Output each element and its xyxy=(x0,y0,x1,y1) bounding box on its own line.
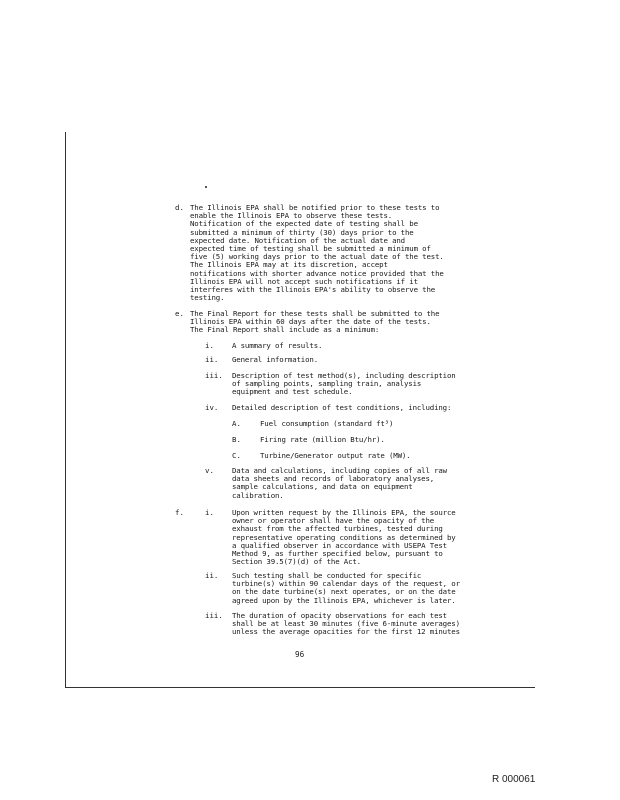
e-item-iv-text xyxy=(232,404,451,412)
para-d-line: testing. xyxy=(190,293,225,303)
para-e-line: The Final Report shall include as a minimum: xyxy=(190,325,380,335)
para-e-text xyxy=(190,310,439,335)
f-item-line: unless the average opacities for the first 12 minutes xyxy=(232,627,460,637)
subitem-a-text: Fuel consumption (standard ft³) xyxy=(260,419,394,428)
e-item-ii-marker: ii. xyxy=(205,355,219,364)
e-item-line: Data and calculations, including copies of all raw xyxy=(232,466,447,475)
e-item-iv-marker: iv. xyxy=(205,403,219,412)
subitem-c-text: Turbine/Generator output rate (MW). xyxy=(260,451,411,460)
f-item-line: on the date turbine(s) next operates, or on the date xyxy=(232,587,456,597)
para-d-line: The Illinois EPA shall be notified prior to these tests to xyxy=(190,203,440,212)
e-item-i-marker: i. xyxy=(205,341,214,350)
f-item-line: a qualified observer in accordance with USEPA Test xyxy=(232,540,447,550)
f-item-line: The duration of opacity observations for each test xyxy=(232,611,447,620)
e-item-line: data sheets and records of laboratory analyses, xyxy=(232,474,435,484)
f-item-line: exhaust from the affected turbines, tested during xyxy=(232,524,443,534)
bottom-margin-rule xyxy=(65,687,535,688)
f-item-line: Such testing shall be conducted for specific xyxy=(232,571,422,580)
f-item-line: agreed upon by the Illinois EPA, whichever is later. xyxy=(232,595,456,605)
para-d-line: notifications with shorter advance notice provided that the xyxy=(190,268,444,278)
e-item-line: Description of test method(s), including description xyxy=(232,371,456,380)
e-item-line: equipment and test schedule. xyxy=(232,387,353,397)
subitem-c-marker: C. xyxy=(232,451,241,460)
f-item-iii-marker: iii. xyxy=(205,611,223,620)
para-d-line: Notification of the expected date of testing shall be xyxy=(190,219,418,229)
para-d-line: submitted a minimum of thirty (30) days prior to the xyxy=(190,227,414,237)
e-item-line: General information. xyxy=(232,355,318,364)
e-item-i-text xyxy=(232,342,322,350)
para-d-line: interferes with the Illinois EPA's ability to observe the xyxy=(190,285,436,295)
f-item-line: Method 9, as further specified below, pursuant to xyxy=(232,549,443,559)
f-item-line: Section 39.5(7)(d) of the Act. xyxy=(232,557,361,567)
para-d-line: five (5) working days prior to the actual date of the test. xyxy=(190,252,444,262)
e-item-iii-text xyxy=(232,372,456,397)
e-item-line: sample calculations, and data on equipment xyxy=(232,482,413,492)
e-item-line: Detailed description of test conditions, including: xyxy=(232,403,452,412)
f-item-line: Upon written request by the Illinois EPA, the source xyxy=(232,508,456,517)
bates-number: R 000061 xyxy=(492,774,536,785)
e-item-v-marker: v. xyxy=(205,466,214,475)
scan-speck xyxy=(205,186,207,188)
page-number: 96 xyxy=(295,650,305,659)
f-item-ii-text xyxy=(232,572,460,605)
para-f-marker: f. xyxy=(175,508,184,517)
e-item-iii-marker: iii. xyxy=(205,371,223,380)
e-item-ii-text xyxy=(232,356,318,364)
f-item-line: turbine(s) within 90 calendar days of the request, or xyxy=(232,579,460,589)
para-e-line: The Final Report for these tests shall be submitted to the xyxy=(190,309,440,318)
e-item-line: A summary of results. xyxy=(232,341,323,350)
para-d-line: enable the Illinois EPA to observe these tests. xyxy=(190,211,393,221)
para-d-text xyxy=(190,204,444,302)
left-margin-rule xyxy=(65,132,66,688)
f-item-iii-text xyxy=(232,612,460,637)
para-d-line: expected time of testing shall be submitted a minimum of xyxy=(190,244,431,254)
f-item-line: shall be at least 30 minutes (five 6-minute averages) xyxy=(232,619,460,629)
f-item-i-text xyxy=(232,509,456,566)
f-item-line: representative operating conditions as determined by xyxy=(232,532,456,542)
para-d-line: expected date. Notification of the actual date and xyxy=(190,235,405,245)
f-item-ii-marker: ii. xyxy=(205,571,219,580)
para-e-marker: e. xyxy=(175,309,184,318)
f-item-i-marker: i. xyxy=(205,508,214,517)
e-item-line: of sampling points, sampling train, analysis xyxy=(232,379,422,389)
e-item-v-text xyxy=(232,467,447,500)
e-item-line: calibration. xyxy=(232,490,284,500)
para-e-line: Illinois EPA within 60 days after the date of the tests. xyxy=(190,317,431,327)
para-d-line: The Illinois EPA may at its discretion, accept xyxy=(190,260,388,270)
para-d-line: Illinois EPA will not accept such notifications if it xyxy=(190,276,418,286)
subitem-b-text: Firing rate (million Btu/hr). xyxy=(260,435,385,444)
subitem-b-marker: B. xyxy=(232,435,241,444)
para-d-marker: d. xyxy=(175,203,184,212)
subitem-a-marker: A. xyxy=(232,419,241,428)
f-item-line: owner or operator shall have the opacity of the xyxy=(232,516,435,526)
